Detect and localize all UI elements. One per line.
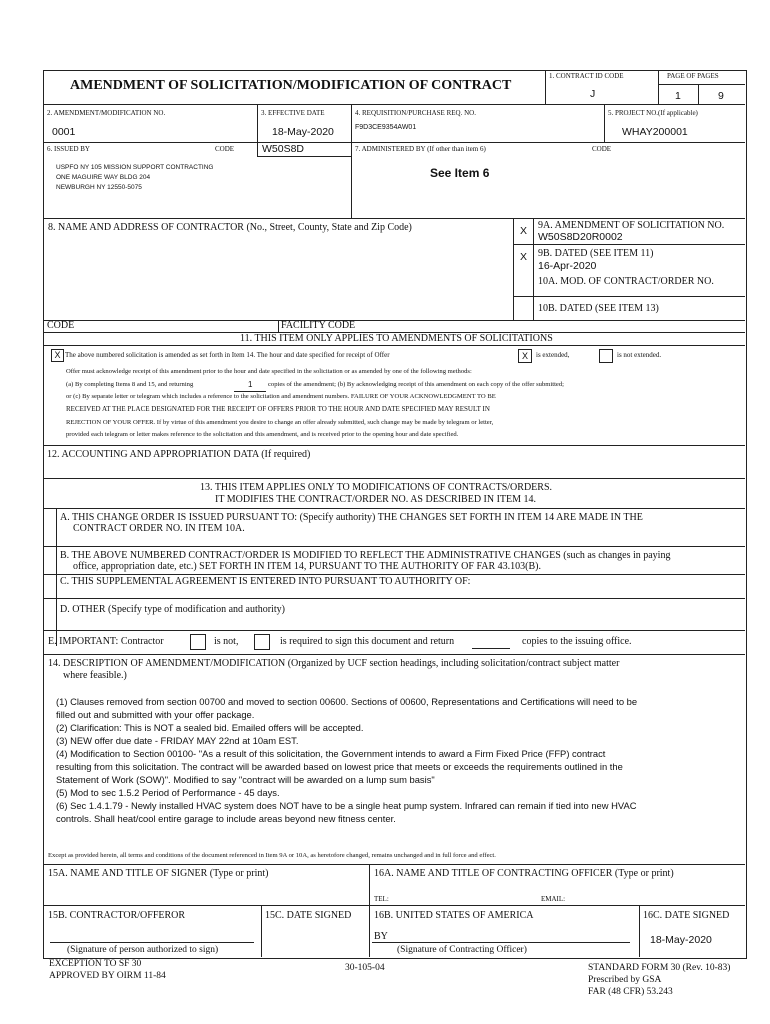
contractor-date-signed-label: 15C. DATE SIGNED <box>265 910 352 921</box>
page-of-pages-label: PAGE OF PAGES <box>667 72 719 80</box>
effective-date-label: 3. EFFECTIVE DATE <box>261 109 325 117</box>
description-line: (3) NEW offer due date - FRIDAY MAY 22nd at 10am EST. <box>56 735 299 746</box>
copies-count: 1 <box>248 380 253 389</box>
footer-approved: APPROVED BY OIRM 11-84 <box>49 971 166 981</box>
effective-date: 18-May-2020 <box>272 126 334 138</box>
pages-total: 9 <box>718 90 724 102</box>
usa-label: 16B. UNITED STATES OF AMERICA <box>374 910 534 921</box>
label-9a: 9A. AMENDMENT OF SOLICITATION NO. <box>538 220 725 231</box>
description-line: resulting from this solicitation. The contract will be awarded based on lowest price that meets or exceeds the requirements outlined in the <box>56 761 623 772</box>
extended-label: is extended, <box>536 351 570 359</box>
description-line: (5) Mod to sec 1.5.2 Period of Performance - 45 days. <box>56 787 280 798</box>
contract-id-code-label: 1. CONTRACT ID CODE <box>549 72 624 80</box>
contractor-name-address-label: 8. NAME AND ADDRESS OF CONTRACTOR (No., Street, County, State and Zip Code) <box>48 222 412 233</box>
dated-9b: 16-Apr-2020 <box>538 260 597 272</box>
signer-name-label: 15A. NAME AND TITLE OF SIGNER (Type or print) <box>48 868 269 879</box>
item13-option-a: CONTRACT ORDER NO. IN ITEM 10A. <box>73 523 245 534</box>
issued-by-label: 6. ISSUED BY <box>47 145 90 153</box>
description-line: controls. Shall heat/cool entire garage to include areas beyond new fitness center. <box>56 813 396 824</box>
item11-checkbox-amended[interactable]: X <box>51 349 64 362</box>
copies-to-office-label: copies to the issuing office. <box>522 636 632 647</box>
item11-instructions: Offer must acknowledge receipt of this amendment prior to the hour and date specified in the solicitation or as amended by one of the following methods: <box>66 368 472 375</box>
contractor-code-label: CODE <box>47 320 75 331</box>
description-line: filled out and submitted with your offer package. <box>56 709 255 720</box>
officer-name-label: 16A. NAME AND TITLE OF CONTRACTING OFFICER (Type or print) <box>374 868 674 879</box>
facility-code-label: FACILITY CODE <box>281 320 356 331</box>
amendment-no-label: 2. AMENDMENT/MODIFICATION NO. <box>47 109 166 117</box>
administered-by-code-label: CODE <box>592 145 612 153</box>
copies-field[interactable] <box>472 648 510 649</box>
item11-instructions: RECEIVED AT THE PLACE DESIGNATED FOR THE RECEIPT OF OFFERS PRIOR TO THE HOUR AND DATE SPECIFIED MAY RESULT IN <box>66 405 490 413</box>
requisition-label: 4. REQUISITION/PURCHASE REQ. NO. <box>355 109 476 117</box>
item13-option-c: C. THIS SUPPLEMENTAL AGREEMENT IS ENTERED INTO PURSUANT TO AUTHORITY OF: <box>60 576 471 587</box>
footer-prescribed: Prescribed by GSA <box>588 975 662 985</box>
check-9a: X <box>520 225 528 237</box>
description-line: (4) Modification to Section 00100- "As a result of this solicitation, the Government intends to award a Firm Fixed Price (FFP) contract <box>56 748 606 759</box>
officer-signature-line[interactable] <box>372 942 630 943</box>
contractor-signature-line[interactable] <box>50 942 254 943</box>
item13-option-d: D. OTHER (Specify type of modification and authority) <box>60 604 285 615</box>
description-line: (1) Clauses removed from section 00700 and moved to section 00600. Sections of 00600, Representations and Certifications will need to be <box>56 696 638 707</box>
item13-title: 13. THIS ITEM APPLIES ONLY TO MODIFICATIONS OF CONTRACTS/ORDERS. <box>200 482 553 493</box>
page-title: AMENDMENT OF SOLICITATION/MODIFICATION OF CONTRACT <box>70 78 512 93</box>
issuer-address-line: USPFO NY 105 MISSION SUPPORT CONTRACTING <box>56 164 214 171</box>
item11-instructions: copies of the amendment; (b) By acknowledging receipt of this amendment on each copy of the offer submitted; <box>268 381 564 388</box>
item11-amended-text: The above numbered solicitation is amended as set forth in Item 14. The hour and date specified for receipt of Offer <box>65 351 390 359</box>
amendment-no: 0001 <box>52 126 76 138</box>
signature-caption: (Signature of person authorized to sign) <box>67 945 219 955</box>
item11-title: 11. THIS ITEM ONLY APPLIES TO AMENDMENTS OF SOLICITATIONS <box>240 333 553 344</box>
footer-far: FAR (48 CFR) 53.243 <box>588 987 673 997</box>
officer-date-signed: 18-May-2020 <box>650 934 712 946</box>
accounting-data-label: 12. ACCOUNTING AND APPROPRIATION DATA (If required) <box>47 449 311 460</box>
item11-instructions: or (c) By separate letter or telegram which includes a reference to the solicitation and amendment numbers. FAILURE OF YOUR ACKNOWLEDGMENT TO BE <box>66 393 496 400</box>
label-9b: 9B. DATED (SEE ITEM 11) <box>538 248 654 259</box>
description-line: (6) Sec 1.4.1.79 - Newly installed HVAC system does NOT have to be a single heat pump system. Infrared can remain if tied into new HVAC <box>56 800 637 811</box>
not-extended-label: is not extended. <box>617 351 662 359</box>
issuer-address-line: NEWBURGH NY 12550-5075 <box>56 184 142 191</box>
item14-label: 14. DESCRIPTION OF AMENDMENT/MODIFICATION (Organized by UCF section headings, including solicitation/contract subject matter <box>48 658 620 669</box>
by-label: BY <box>374 931 388 942</box>
checkbox-is-not[interactable] <box>190 634 206 650</box>
label-10a: 10A. MOD. OF CONTRACT/ORDER NO. <box>538 276 714 287</box>
is-required-label: is required to sign this document and return <box>280 636 455 647</box>
contract-id-code: J <box>590 88 596 100</box>
project-no: WHAY200001 <box>622 126 688 138</box>
signature-caption: (Signature of Contracting Officer) <box>397 945 527 955</box>
footer-exception: EXCEPTION TO SF 30 <box>49 959 142 969</box>
issuer-address-line: ONE MAGUIRE WAY BLDG 204 <box>56 174 151 181</box>
issued-by-code-label: CODE <box>215 145 235 153</box>
footer-form-number: 30-105-04 <box>345 963 385 973</box>
checkbox-is-required[interactable] <box>254 634 270 650</box>
issued-by-code: W50S8D <box>262 143 305 155</box>
item11-instructions: REJECTION OF YOUR OFFER. If by virtue of this amendment you desire to change an offer already submitted, such change may be made by telegram or letter, <box>66 419 494 426</box>
description-line: Statement of Work (SOW)". Modified to say "contract will be awarded on a lump sum basis" <box>56 774 435 785</box>
check-9b: X <box>520 251 528 263</box>
label-10b: 10B. DATED (SEE ITEM 13) <box>538 303 659 314</box>
item13-option-b: B. THE ABOVE NUMBERED CONTRACT/ORDER IS MODIFIED TO REFLECT THE ADMINISTRATIVE CHANGES (such as changes in paying <box>60 550 671 561</box>
item14-label: where feasible.) <box>63 670 127 681</box>
tel-label: TEL: <box>374 895 389 903</box>
item11-instructions: (a) By completing Items 8 and 15, and returning <box>66 381 194 388</box>
item11-checkbox-extended[interactable]: X <box>518 349 532 363</box>
requisition-no: F9D3CE9354AW01 <box>355 124 417 131</box>
officer-date-signed-label: 16C. DATE SIGNED <box>643 910 730 921</box>
is-not-label: is not, <box>214 636 239 647</box>
item11-checkbox-not-extended[interactable] <box>599 349 613 363</box>
page-number: 1 <box>675 90 681 102</box>
item13-option-b: office, appropriation date, etc.) SET FORTH IN ITEM 14, PURSUANT TO THE AUTHORITY OF FAR 43.103(B). <box>73 561 541 572</box>
except-statement: Except as provided herein, all terms and conditions of the document referenced in Item 9A or 10A, as heretofore changed, remains unchanged and in full force and effect. <box>48 852 496 859</box>
email-label: EMAIL: <box>541 895 566 903</box>
contractor-offeror-label: 15B. CONTRACTOR/OFFEROR <box>48 910 186 921</box>
item11-instructions: provided each telegram or letter makes reference to the solicitation and this amendment, and is received prior to the opening hour and date specified. <box>66 431 459 438</box>
footer-standard-form: STANDARD FORM 30 (Rev. 10-83) <box>588 963 731 973</box>
administered-by-label: 7. ADMINISTERED BY (If other than item 6) <box>355 145 486 153</box>
item13-option-a: A. THIS CHANGE ORDER IS ISSUED PURSUANT TO: (Specify authority) THE CHANGES SET FORTH IN ITEM 14 ARE MADE IN THE <box>60 512 643 523</box>
item13-subtitle: IT MODIFIES THE CONTRACT/ORDER NO. AS DESCRIBED IN ITEM 14. <box>215 494 537 505</box>
important-label: E. IMPORTANT: Contractor <box>48 636 164 647</box>
administered-by-value: See Item 6 <box>430 166 490 180</box>
solicitation-no: W50S8D20R0002 <box>538 231 623 243</box>
description-line: (2) Clarification: This is NOT a sealed bid. Emailed offers will be accepted. <box>56 722 364 733</box>
project-no-label: 5. PROJECT NO.(If applicable) <box>608 109 698 117</box>
